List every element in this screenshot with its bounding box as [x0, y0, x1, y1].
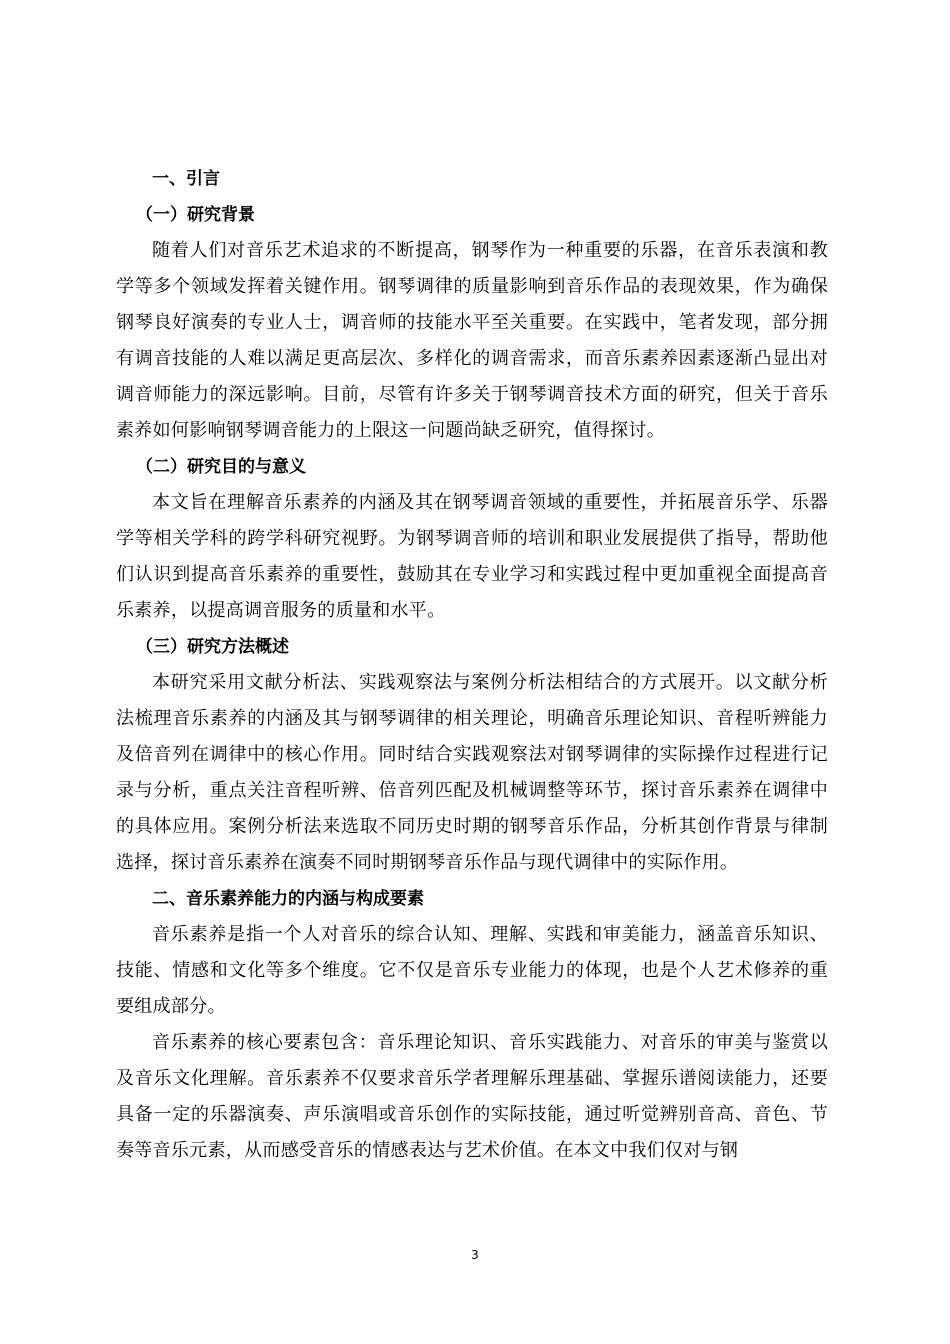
subsection-heading-purpose: （二）研究目的与意义	[136, 457, 306, 477]
subsection-heading-background: （一）研究背景	[136, 205, 255, 225]
section-heading-music-literacy: 二、音乐素养能力的内涵与构成要素	[152, 889, 424, 909]
document-body	[116, 161, 828, 1169]
section-heading-introduction: 一、引言	[152, 169, 220, 189]
paragraph-music-literacy-elements: 音乐素养的核心要素包含：音乐理论知识、音乐实践能力、对音乐的审美与鉴赏以及音乐文化理解。音乐素养不仅要求音乐学者理解乐理基础、掌握乐谱阅读能力，还要具备一定的乐器演奏、声乐演唱或音乐创作的实际技能，通过听觉辨别音高、音色、节奏等音乐元素，从而感受音乐的情感表达与艺术价值。在本文中我们仅对与钢	[116, 1032, 828, 1161]
paragraph-methods: 本研究采用文献分析法、实践观察法与案例分析法相结合的方式展开。以文献分析法梳理音乐素养的内涵及其与钢琴调律的相关理论，明确音乐理论知识、音程听辨能力及倍音列在调律中的核心作用。同时结合实践观察法对钢琴调律的实际操作过程进行记录与分析，重点关注音程听辨、倍音列匹配及机械调整等环节，探讨音乐素养在调律中的具体应用。案例分析法来选取不同历史时期的钢琴音乐作品，分析其创作背景与律制选择，探讨音乐素养在演奏不同时期钢琴音乐作品与现代调律中的实际作用。	[116, 672, 828, 873]
paragraph-music-literacy-definition: 音乐素养是指一个人对音乐的综合认知、理解、实践和审美能力，涵盖音乐知识、技能、情感和文化等多个维度。它不仅是音乐专业能力的体现，也是个人艺术修养的重要组成部分。	[116, 924, 828, 1017]
page-number: 3	[471, 1248, 479, 1262]
subsection-heading-methods: （三）研究方法概述	[136, 637, 289, 657]
paragraph-purpose: 本文旨在理解音乐素养的内涵及其在钢琴调音领域的重要性，并拓展音乐学、乐器学等相关学科的跨学科研究视野。为钢琴调音师的培训和职业发展提供了指导，帮助他们认识到提高音乐素养的重要性，鼓励其在专业学习和实践过程中更加重视全面提高音乐素养，以提高调音服务的质量和水平。	[116, 492, 828, 621]
paragraph-background: 随着人们对音乐艺术追求的不断提高，钢琴作为一种重要的乐器，在音乐表演和教学等多个领域发挥着关键作用。钢琴调律的质量影响到音乐作品的表现效果，作为确保钢琴良好演奏的专业人士，调音师的技能水平至关重要。在实践中，笔者发现，部分拥有调音技能的人难以满足更高层次、多样化的调音需求，而音乐素养因素逐渐凸显出对调音师能力的深远影响。目前，尽管有许多关于钢琴调音技术方面的研究，但关于音乐素养如何影响钢琴调音能力的上限这一问题尚缺乏研究，值得探讨。	[116, 240, 828, 441]
